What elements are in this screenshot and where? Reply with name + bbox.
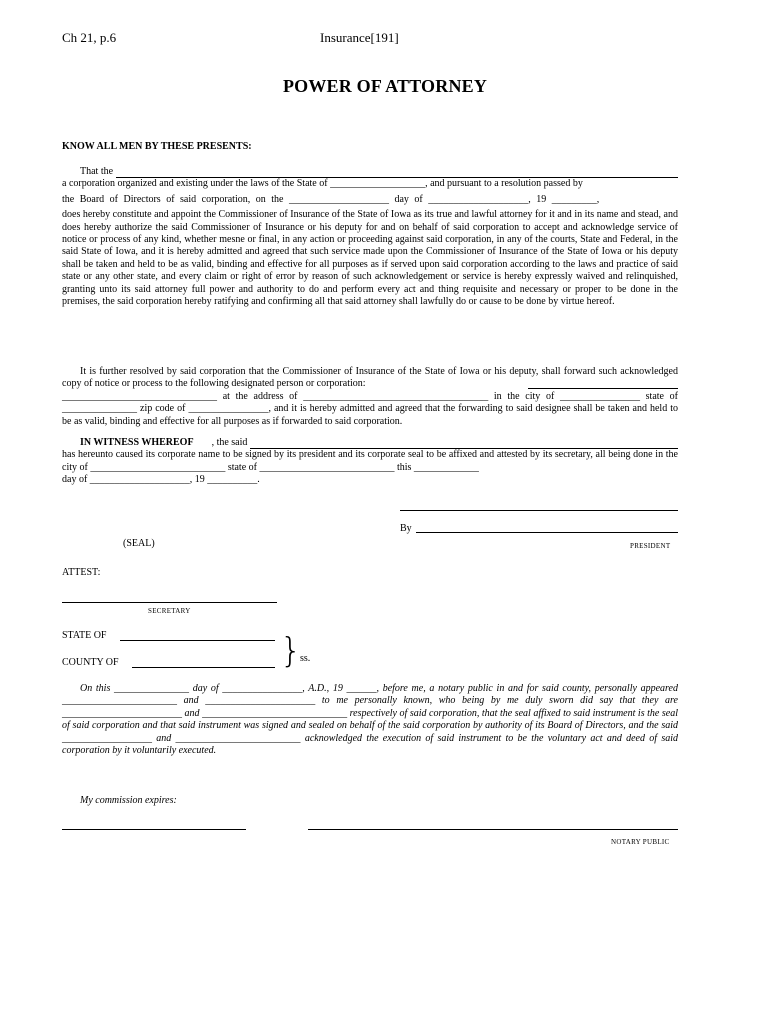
seal-label: (SEAL) <box>123 538 155 549</box>
chapter-page-ref: Ch 21, p.6 <box>62 30 117 45</box>
state-of-label: STATE OF <box>62 630 107 641</box>
county-of-label: COUNTY OF <box>62 657 119 668</box>
document-title: POWER OF ATTORNEY <box>282 76 488 96</box>
witness-paragraph: has hereunto caused its corporate name to be signed by its president and its corporate seal to be affixed and attested by its secretary, all being done in the city of ___________________________ state of ___________________________ this _____________ <box>62 449 678 473</box>
witness-line <box>62 437 678 449</box>
notary-public-label: NOTARY PUBLIC <box>611 838 670 846</box>
that-the-label: That the <box>80 166 114 177</box>
witness-bold: IN WITNESS WHEREOF <box>80 437 194 448</box>
notary-signature-line[interactable] <box>308 829 678 830</box>
commission-expires-label: My commission expires: <box>80 795 177 806</box>
corporation-line: a corporation organized and existing under the laws of the State of ___________________, and pursuant to a resolution passed by <box>62 178 583 190</box>
corporation-name-field[interactable] <box>116 168 678 178</box>
resolution-text: It is further resolved by said corporation that the Commissioner of Insurance of the State of Iowa or his deputy, shall forward such acknowledged copy of notice or process to the following designated person or corporation: <box>62 366 678 390</box>
designee-field[interactable] <box>528 388 678 389</box>
notary-paragraph: On this _______________ day of ________________, A.D., 19 ______, before me, a notary public in and for said county, personally appeared _______________________ and ______________________ to me personally known, who being by me duly sworn did say that they are ________________________ and _____________________________ respectively of said corporation, that the seal affixed to said instrument is the seal of said corporation and that said instrument was signed and sealed on behalf of the said corporation by authority of its Board of Directors, and the said __________________ and _________________________ acknowledged the execution of said instrument to be the voluntary act and deed of said corporation by it voluntarily executed. <box>62 683 678 757</box>
state-of-field[interactable] <box>120 640 275 641</box>
by-label: By <box>400 523 412 534</box>
notary-block <box>62 683 678 757</box>
witness-corporation-field[interactable] <box>250 439 678 449</box>
county-of-field[interactable] <box>132 667 275 668</box>
brace-symbol: } <box>280 631 302 671</box>
ss-label: ss. <box>300 653 311 664</box>
know-all-heading: KNOW ALL MEN BY THESE PRESENTS: <box>62 141 252 152</box>
witness-block <box>62 437 678 487</box>
opening-block <box>62 166 678 308</box>
signature-line-1[interactable] <box>400 510 678 511</box>
attest-label: ATTEST: <box>62 567 101 578</box>
resolution-block <box>62 366 678 428</box>
president-signature-line[interactable] <box>416 532 678 533</box>
board-line: the Board of Directors of said corporation, on the ____________________ day of ____________________, 19 _________, <box>62 193 600 205</box>
section-ref: Insurance[191] <box>320 30 399 45</box>
secretary-label: SECRETARY <box>148 607 191 615</box>
appointment-paragraph: does hereby constitute and appoint the Commissioner of Insurance of the State of Iowa as its true and lawful attorney for it and in its name and stead, and does hereby authorize the said Commissioner of Insurance or his deputy for and on behalf of said corporation to accept and acknowledge service of notice or process of any kind, whether mesne or final, in any action or proceeding against said corporation, in any of the courts, State and Federal, in the said State of Iowa, and it is hereby admitted and agreed that such service made upon the Commissioner of Insurance of the State of Iowa or his deputy shall be taken and held to be as valid, binding and effective for all purposes as if served upon said corporation according to the laws and practice of said state or any other state, and every claim or right of error by reason of such acknowledgement or service is hereby expressly waived and relinquished, granting unto its said attorney full power and authority to do and perform every act and thing requisite and necessary or proper to be done in the premises, the said corporation hereby ratifying and confirming all that said attorney shall lawfully do or cause to be done by virtue hereof. <box>62 209 678 308</box>
commission-date-line[interactable] <box>62 829 246 830</box>
witness-date-line: day of ____________________, 19 __________. <box>62 474 260 486</box>
president-label: PRESIDENT <box>630 542 671 550</box>
designee-address-paragraph: _______________________________ at the address of _____________________________________ in the city of ________________ state of _______________ zip code of ________________, and it is hereby admitted and agreed that the forwarding to said designee shall be taken and held to be as valid, binding and effective for all purposes as if forwarded to said corporation. <box>62 390 678 427</box>
secretary-signature-line[interactable] <box>62 602 277 603</box>
that-the-line <box>62 166 678 178</box>
witness-rest: , the said <box>211 437 248 448</box>
